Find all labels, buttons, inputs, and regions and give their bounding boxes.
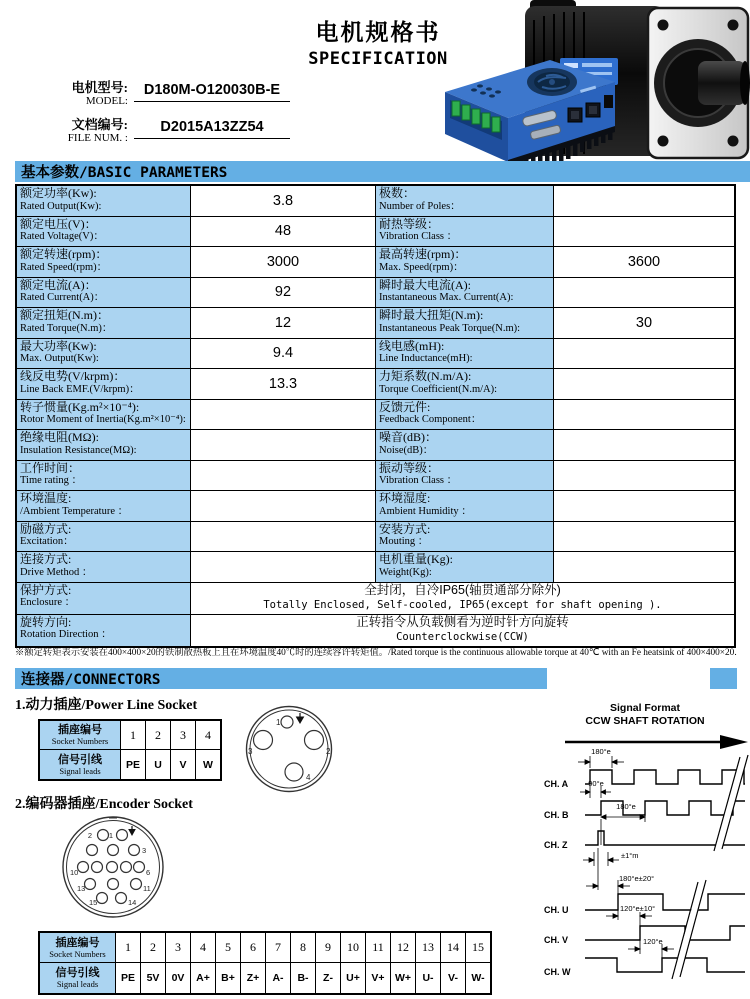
param-value bbox=[190, 491, 375, 521]
signal-lead: A+ bbox=[190, 963, 215, 993]
signal-lead: U bbox=[145, 750, 170, 779]
index-marker-icon bbox=[297, 713, 304, 723]
connectors-title: 连接器/CONNECTORS bbox=[21, 672, 161, 688]
table-row bbox=[17, 490, 734, 521]
model-label-cn: 电机型号: bbox=[71, 80, 128, 95]
socket-number: 1 bbox=[115, 933, 140, 962]
encoder-socket-table bbox=[38, 931, 492, 995]
dim-a-label: 180°e bbox=[591, 747, 611, 756]
socket-number: 13 bbox=[415, 933, 440, 962]
socket-number: 8 bbox=[290, 933, 315, 962]
dim-u-label: 180°e±20° bbox=[619, 874, 655, 883]
param-value: 48 bbox=[190, 217, 375, 247]
socket-number: 9 bbox=[315, 933, 340, 962]
param-value: 3600 bbox=[553, 247, 734, 277]
param-value bbox=[553, 186, 734, 216]
param-value bbox=[190, 552, 375, 582]
param-label-en: Number of Poles： bbox=[379, 200, 461, 212]
pin-label: 6 bbox=[146, 868, 151, 877]
table-row bbox=[17, 399, 734, 430]
pin-label: 3 bbox=[248, 747, 253, 756]
signal-lead: 0V bbox=[165, 963, 190, 993]
wave-ch-u bbox=[585, 894, 745, 910]
signal-format-diagram bbox=[540, 698, 750, 998]
encoder-socket-diagram bbox=[58, 811, 170, 923]
pin-label: 13 bbox=[77, 884, 86, 893]
file-num-label-cn: 文档编号: bbox=[71, 117, 128, 132]
signal-lead: Z- bbox=[315, 963, 340, 993]
socket-number: 5 bbox=[215, 933, 240, 962]
param-value bbox=[553, 278, 734, 308]
waveform-break-marks bbox=[672, 755, 748, 979]
model-row bbox=[40, 80, 280, 116]
dim-w-label: 120°e bbox=[643, 937, 663, 946]
param-label: 安装方式: Mouting ： bbox=[375, 522, 553, 552]
param-label: 额定电流(A)： Rated Current(A)： bbox=[17, 278, 190, 308]
param-label: 振动等级： Vibration Class ： bbox=[375, 461, 553, 491]
table-row bbox=[17, 368, 734, 399]
param-value: 92 bbox=[190, 278, 375, 308]
param-value bbox=[190, 400, 375, 430]
param-value bbox=[553, 461, 734, 491]
table-row bbox=[17, 277, 734, 308]
socket-number: 7 bbox=[265, 933, 290, 962]
channel-u-label: CH. U bbox=[544, 905, 569, 915]
signal-lead: V- bbox=[440, 963, 465, 993]
power-socket-table bbox=[38, 719, 222, 781]
param-value bbox=[190, 430, 375, 460]
param-label: 环境温度: /Ambient Temperature ： bbox=[17, 491, 190, 521]
signal-leads-row bbox=[40, 749, 220, 779]
dim-v-label: 120°e±10° bbox=[620, 904, 656, 913]
param-label: 最大功率(Kw): Max. Output(Kw): bbox=[17, 339, 190, 369]
param-value: 3.8 bbox=[190, 186, 375, 216]
row-header: 信号引线 Signal leads bbox=[40, 963, 115, 993]
param-label: 线电感(mH): Line Inductance(mH): bbox=[375, 339, 553, 369]
signal-lead: V bbox=[170, 750, 195, 779]
param-label: 励磁方式: Excitation： bbox=[17, 522, 190, 552]
rotation-row bbox=[17, 614, 734, 646]
socket-number: 4 bbox=[190, 933, 215, 962]
signal-lead: U- bbox=[415, 963, 440, 993]
param-label: 瞬时最大扭矩(N.m): Instantaneous Peak Torque(N.m): bbox=[375, 308, 553, 338]
param-label: 连接方式: Drive Method ： bbox=[17, 552, 190, 582]
dim-b1-label: 90°e bbox=[588, 779, 604, 788]
basic-parameters-header bbox=[15, 161, 750, 182]
param-value: 13.3 bbox=[190, 369, 375, 399]
wave-ch-b bbox=[585, 801, 745, 815]
pin-label: 15 bbox=[89, 898, 98, 907]
channel-z-label: CH. Z bbox=[544, 840, 568, 850]
file-num-label bbox=[40, 117, 128, 145]
socket-numbers-row bbox=[40, 933, 490, 962]
table-row bbox=[17, 521, 734, 552]
signal-lead: 5V bbox=[140, 963, 165, 993]
enclosure-row bbox=[17, 582, 734, 614]
param-label bbox=[17, 186, 190, 216]
pin-label: 1 bbox=[276, 718, 281, 727]
param-label: 环境湿度: Ambient Humidity ： bbox=[375, 491, 553, 521]
footnote: ※额定转矩表示安装在400×400×20的铁制散热板上且在环境温度40℃时的连续容许转矩值。/Rated torque is the continuous allowable torque at 40℃ with an Fe heatsink of 400×400×20. bbox=[15, 648, 737, 658]
signal-lead: PE bbox=[115, 963, 140, 993]
enclosure-value: 全封闭，自冷IP65(轴贯通部分除外) Totally Enclosed, Self-cooled, IP65(except for shaft opening ). bbox=[190, 583, 734, 614]
channel-a-label: CH. A bbox=[544, 779, 569, 789]
socket-number: 2 bbox=[140, 933, 165, 962]
signal-format-title: Signal Format bbox=[609, 702, 681, 714]
pin-label: 4 bbox=[306, 773, 311, 782]
signal-lead: PE bbox=[120, 750, 145, 779]
pin-label: 11 bbox=[143, 884, 151, 893]
socket-number: 3 bbox=[165, 933, 190, 962]
doc-title-cn: 电机规格书 bbox=[315, 19, 441, 45]
encoder-socket-title: 2.编码器插座/Encoder Socket bbox=[15, 797, 193, 812]
table-row bbox=[17, 338, 734, 369]
socket-number: 12 bbox=[390, 933, 415, 962]
model-label bbox=[40, 80, 128, 108]
param-value bbox=[553, 369, 734, 399]
param-value bbox=[553, 339, 734, 369]
signal-lead: W- bbox=[465, 963, 490, 993]
param-label: 绝缘电阻(MΩ): Insulation Resistance(MΩ): bbox=[17, 430, 190, 460]
param-label: 保护方式: Enclosure ： bbox=[17, 583, 190, 614]
doc-title-en: SPECIFICATION bbox=[308, 49, 448, 69]
signal-lead: U+ bbox=[340, 963, 365, 993]
param-value bbox=[190, 461, 375, 491]
pin-3 bbox=[254, 731, 273, 750]
channel-w-label: CH. W bbox=[544, 967, 571, 977]
pin-label: 2 bbox=[326, 747, 331, 756]
model-value: D180M-O120030B-E bbox=[134, 82, 290, 102]
file-num-value: D2015A13ZZ54 bbox=[134, 119, 290, 139]
signal-lead: W bbox=[195, 750, 220, 779]
param-value: 9.4 bbox=[190, 339, 375, 369]
param-label: 瞬时最大电流(A): Instantaneous Max. Current(A): bbox=[375, 278, 553, 308]
model-block bbox=[40, 80, 280, 153]
dim-b2-label: 180°e bbox=[616, 802, 636, 811]
socket-number: 4 bbox=[195, 721, 220, 749]
socket-numbers-row bbox=[40, 721, 220, 749]
param-value: 3000 bbox=[190, 247, 375, 277]
wave-ch-w bbox=[585, 958, 745, 972]
index-marker-icon bbox=[129, 826, 135, 835]
param-value bbox=[553, 400, 734, 430]
table-row bbox=[17, 307, 734, 338]
param-value: 30 bbox=[553, 308, 734, 338]
basic-parameters-table bbox=[15, 184, 736, 648]
basic-parameters-title: 基本参数/BASIC PARAMETERS bbox=[21, 165, 228, 181]
param-label bbox=[375, 186, 553, 216]
table-row bbox=[17, 429, 734, 460]
wave-ch-a bbox=[585, 770, 745, 784]
table-row bbox=[17, 246, 734, 277]
param-label: 转子惯量(Kg.m²×10⁻⁴): Rotor Moment of Inertia(Kg.m²×10⁻⁴): bbox=[17, 400, 190, 430]
signal-leads-row bbox=[40, 962, 490, 993]
param-value bbox=[553, 430, 734, 460]
param-value: 12 bbox=[190, 308, 375, 338]
socket-number: 6 bbox=[240, 933, 265, 962]
param-value bbox=[553, 217, 734, 247]
param-label: 力矩系数(N.m/A): Torque Coefficient(N.m/A): bbox=[375, 369, 553, 399]
table-row bbox=[17, 460, 734, 491]
channel-b-label: CH. B bbox=[544, 810, 569, 820]
param-value bbox=[553, 522, 734, 552]
socket-number: 10 bbox=[340, 933, 365, 962]
table-row bbox=[17, 186, 734, 216]
socket-number: 3 bbox=[170, 721, 195, 749]
socket-number: 15 bbox=[465, 933, 490, 962]
socket-number: 1 bbox=[120, 721, 145, 749]
pin-label: 1 bbox=[108, 831, 113, 840]
signal-lead: B+ bbox=[215, 963, 240, 993]
signal-lead: Z+ bbox=[240, 963, 265, 993]
signal-lead: A- bbox=[265, 963, 290, 993]
param-value bbox=[553, 552, 734, 582]
signal-lead: V+ bbox=[365, 963, 390, 993]
signal-lead: B- bbox=[290, 963, 315, 993]
pin-2 bbox=[305, 731, 324, 750]
header-bar-gap bbox=[547, 668, 710, 689]
file-num-row bbox=[40, 117, 280, 153]
row-header: 插座编号 Socket Numbers bbox=[40, 933, 115, 962]
param-label: 电机重量(Kg): Weight(Kg): bbox=[375, 552, 553, 582]
power-socket-title: 1.动力插座/Power Line Socket bbox=[15, 698, 198, 713]
param-label: 线反电势(V/krpm)： Line Back EMF.(V/krpm)： bbox=[17, 369, 190, 399]
param-label: 额定电压(V)： Rated Voltage(V)： bbox=[17, 217, 190, 247]
param-value bbox=[190, 522, 375, 552]
file-num-label-en: FILE NUM. : bbox=[67, 132, 128, 144]
pin-label: 10 bbox=[70, 868, 79, 877]
row-header: 插座编号 Socket Numbers bbox=[40, 721, 120, 749]
pin-1 bbox=[281, 716, 293, 728]
motor-shaft bbox=[698, 61, 746, 105]
ccw-rotation-title: CCW SHAFT ROTATION bbox=[585, 715, 705, 727]
param-label: 旋转方向: Rotation Direction ： bbox=[17, 615, 190, 646]
socket-number: 14 bbox=[440, 933, 465, 962]
param-label: 噪音(dB)： Noise(dB)： bbox=[375, 430, 553, 460]
pin-label: 3 bbox=[142, 846, 147, 855]
driver-fan bbox=[527, 68, 577, 96]
product-photo bbox=[430, 0, 750, 165]
param-label: 反馈元件: Feedback Component： bbox=[375, 400, 553, 430]
param-value bbox=[553, 491, 734, 521]
param-label-en: Rated Output(Kw): bbox=[20, 200, 102, 212]
wave-ch-v bbox=[585, 926, 745, 940]
table-row bbox=[17, 551, 734, 582]
dim-z-label: ±1°m bbox=[621, 851, 639, 860]
param-label-cn: 极数： bbox=[379, 186, 416, 200]
param-label-cn: 额定功率(Kw): bbox=[20, 186, 97, 200]
pin-4 bbox=[285, 763, 303, 781]
rotation-value: 正转指令从负载侧看为逆时针方向旋转 Counterclockwise(CCW) bbox=[190, 615, 734, 646]
connectors-header bbox=[15, 668, 737, 689]
param-label: 最高转速(rpm)： Max. Speed(rpm)： bbox=[375, 247, 553, 277]
row-header: 信号引线 Signal leads bbox=[40, 750, 120, 779]
signal-lead: W+ bbox=[390, 963, 415, 993]
table-row bbox=[17, 216, 734, 247]
channel-v-label: CH. V bbox=[544, 935, 569, 945]
pin-label: 14 bbox=[128, 898, 137, 907]
param-label: 工作时间： Time rating ： bbox=[17, 461, 190, 491]
param-label: 额定扭矩(N.m)： Rated Torque(N.m)： bbox=[17, 308, 190, 338]
model-label-en: MODEL: bbox=[85, 95, 128, 107]
param-label: 额定转速(rpm)： Rated Speed(rpm)： bbox=[17, 247, 190, 277]
power-socket-diagram bbox=[240, 703, 340, 798]
socket-number: 11 bbox=[365, 933, 390, 962]
pin-label: 2 bbox=[87, 831, 92, 840]
param-label: 耐热等级： Vibration Class ： bbox=[375, 217, 553, 247]
socket-number: 2 bbox=[145, 721, 170, 749]
